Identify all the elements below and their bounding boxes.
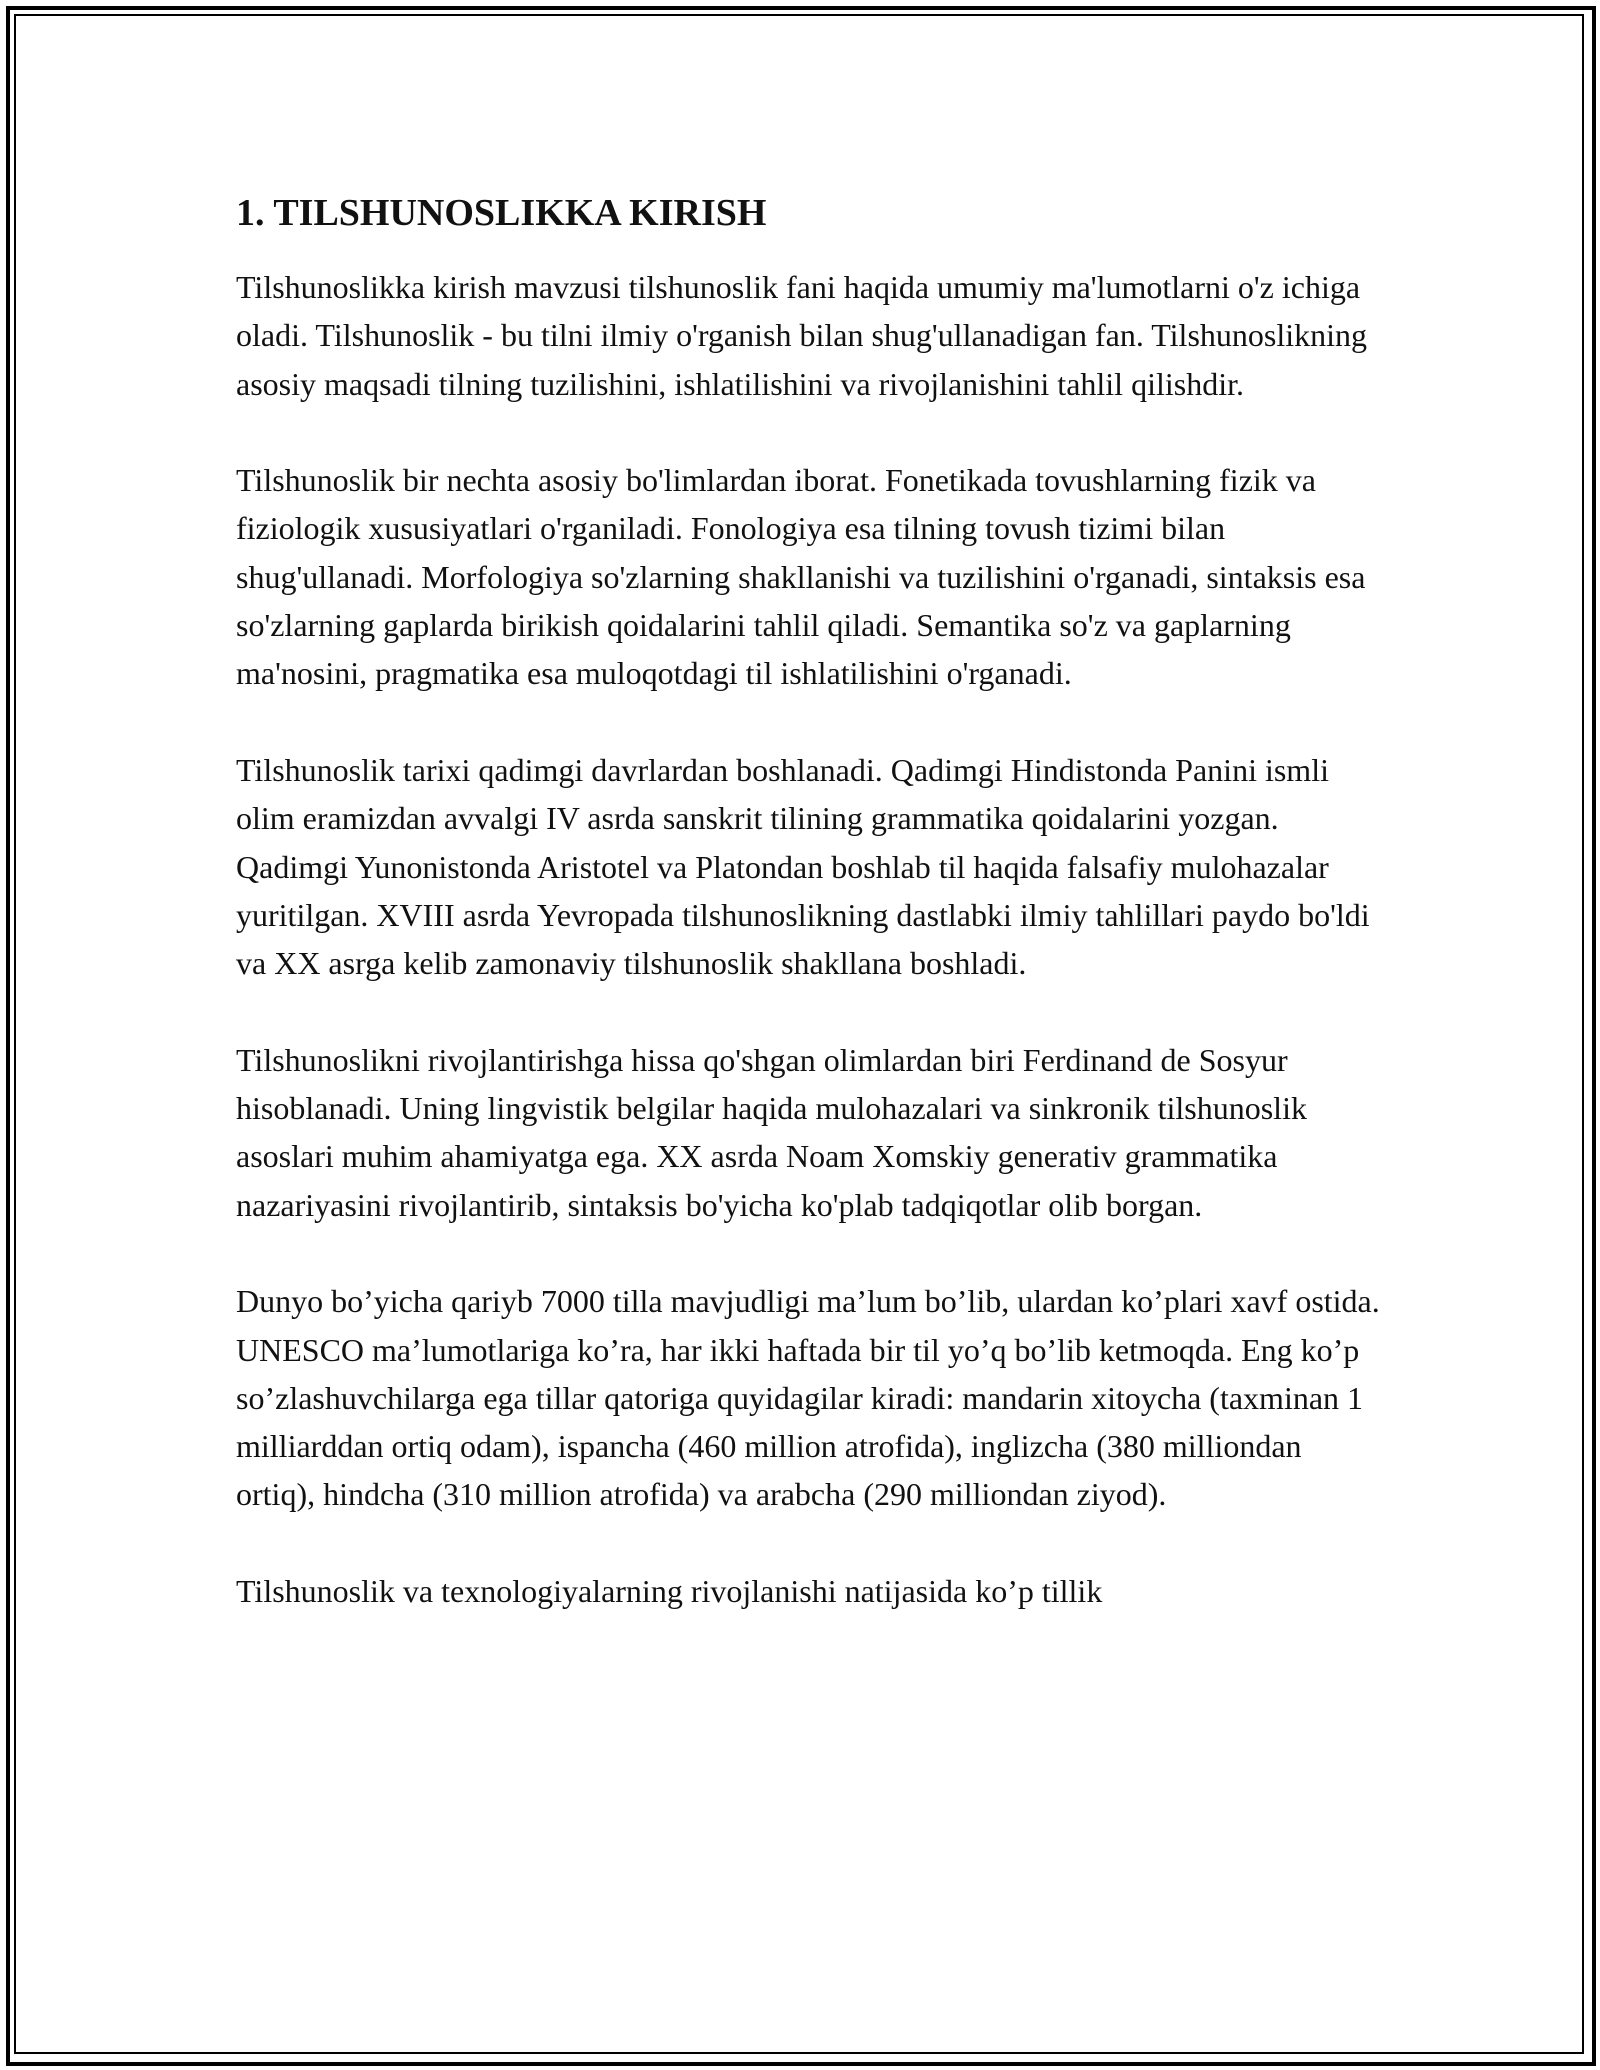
paragraph-scholars: Tilshunoslikni rivojlantirishga hissa qo'shgan olimlardan biri Ferdinand de Sosyur hisoblanadi. Uning lingvistik belgilar haqida mulohazalari va sinkronik tilshunoslik asoslari muhim ahamiyatga ega. XX asrda Noam Xomskiy generativ grammatika nazariyasini rivojlantirib, sintaksis bo'yicha ko'plab tadqiqotlar olib borgan.	[236, 1041, 1307, 1223]
paragraph-world-languages: Dunyo bo’yicha qariyb 7000 tilla mavjudligi ma’lum bo’lib, ulardan ko’plari xavf ostida. UNESCO ma’lumotlariga ko’ra, har ikki haftada bir til yo’q bo’lib ketmoqda. Eng ko’p so’zlashuvchilarga ega tillar qatoriga quyidagilar kiradi: mandarin xitoycha (taxminan 1 milliarddan ortiq odam), ispancha (460 million atrofida), inglizcha (380 milliondan ortiq), hindcha (310 million atrofida) va arabcha (290 milliondan ziyod).	[236, 1283, 1380, 1513]
paragraph-history: Tilshunoslik tarixi qadimgi davrlardan boshlanadi. Qadimgi Hindistonda Panini ismli olim eramizdan avvalgi IV asrda sanskrit tilining grammatika qoidalarini yozgan. Qadimgi Yunonistonda Aristotel va Platondan boshlab til haqida falsafiy mulohazalar yuritilgan. XVIII asrda Yevropada tilshunoslikning dastlabki ilmiy tahlillari paydo bo'ldi va XX asrga kelib zamonaviy tilshunoslik shakllana boshladi.	[236, 751, 1370, 982]
paragraph-branches: Tilshunoslik bir nechta asosiy bo'limlardan iborat. Fonetikada tovushlarning fizik va fiziologik xususiyatlari o'rganiladi. Fonologiya esa tilning tovush tizimi bilan shug'ullanadi. Morfologiya so'zlarning shakllanishi va tuzilishini o'rganadi, sintaksis esa so'zlarning gaplarda birikish qoidalarini tahlil qiladi. Semantika so'z va gaplarning ma'nosini, pragmatika esa muloqotdagi til ishlatilishini o'rganadi.	[236, 462, 1366, 692]
section-heading: 1. TILSHUNOSLIKKA KIRISH	[236, 192, 767, 234]
paragraph-technology: Tilshunoslik va texnologiyalarning rivojlanishi natijasida ko’p tillik	[236, 1573, 1103, 1610]
paragraph-introduction: Tilshunoslikka kirish mavzusi tilshunoslik fani haqida umumiy ma'lumotlarni o'z ichiga oladi. Tilshunoslik - bu tilni ilmiy o'rganish bilan shug'ullanadigan fan. Tilshunoslikning asosiy maqsadi tilning tuzilishini, ishlatilishini va rivojlanishini tahlil qilishdir.	[236, 269, 1368, 402]
document-body	[236, 185, 1386, 1664]
